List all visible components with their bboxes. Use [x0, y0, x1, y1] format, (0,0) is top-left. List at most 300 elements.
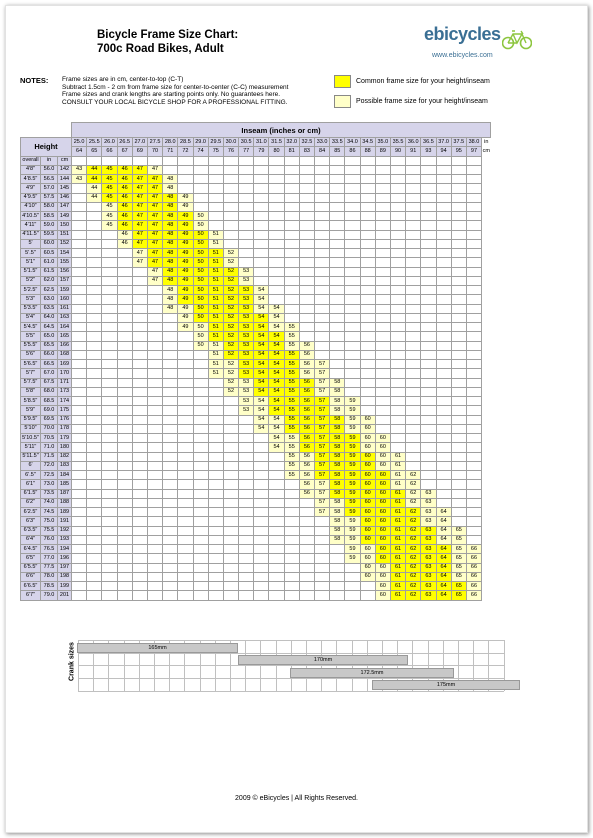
height-in: 77.0	[41, 554, 58, 563]
frame-size-cell: 60	[360, 554, 375, 563]
frame-size-cell: 50	[193, 239, 208, 248]
blank-cell	[72, 286, 87, 295]
blank-cell	[193, 156, 208, 165]
blank-cell	[345, 258, 360, 267]
blank-cell	[482, 461, 491, 470]
blank-cell	[223, 526, 238, 535]
blank-cell	[117, 369, 132, 378]
blank-cell	[436, 230, 451, 239]
blank-cell	[436, 424, 451, 433]
blank-cell	[132, 304, 147, 313]
height-cm: 173	[58, 387, 72, 396]
table-row	[21, 406, 491, 415]
blank-cell	[269, 212, 284, 221]
blank-cell	[451, 387, 466, 396]
table-row	[21, 165, 491, 174]
frame-size-cell: 50	[193, 332, 208, 341]
height-cm: 168	[58, 350, 72, 359]
blank-cell	[87, 406, 102, 415]
blank-cell	[102, 508, 117, 517]
frame-size-cell: 59	[345, 545, 360, 554]
blank-cell	[178, 165, 193, 174]
frame-size-cell: 56	[299, 489, 314, 498]
frame-size-cell: 61	[390, 489, 405, 498]
frame-size-cell: 59	[345, 517, 360, 526]
frame-size-cell: 61	[390, 545, 405, 554]
frame-size-cell: 47	[147, 184, 162, 193]
height-cm: 198	[58, 572, 72, 581]
frame-size-cell: 50	[193, 286, 208, 295]
frame-size-cell: 59	[345, 471, 360, 480]
blank-cell	[284, 156, 299, 165]
blank-cell	[345, 295, 360, 304]
blank-cell	[451, 258, 466, 267]
blank-cell	[193, 424, 208, 433]
frame-size-cell: 53	[239, 387, 254, 396]
blank-cell	[269, 545, 284, 554]
blank-cell	[315, 156, 330, 165]
frame-size-cell: 52	[223, 332, 238, 341]
blank-cell	[451, 397, 466, 406]
frame-size-cell: 47	[147, 165, 162, 174]
blank-cell	[421, 378, 436, 387]
blank-cell	[254, 258, 269, 267]
blank-cell	[72, 517, 87, 526]
blank-cell	[482, 341, 491, 350]
blank-cell	[466, 434, 481, 443]
frame-size-cell: 62	[406, 582, 421, 591]
blank-cell	[421, 323, 436, 332]
height-title: Height	[21, 138, 72, 157]
blank-cell	[87, 267, 102, 276]
inseam-cm-header: 81	[284, 147, 299, 156]
blank-cell	[147, 508, 162, 517]
inseam-title-row	[21, 123, 491, 138]
blank-cell	[72, 535, 87, 544]
blank-cell	[208, 406, 223, 415]
frame-size-cell: 47	[147, 258, 162, 267]
frame-size-cell: 61	[390, 563, 405, 572]
blank-cell	[254, 443, 269, 452]
blank-cell	[87, 313, 102, 322]
blank-cell	[239, 415, 254, 424]
blank-cell	[299, 202, 314, 211]
blank-cell	[239, 452, 254, 461]
blank-cell	[193, 508, 208, 517]
frame-size-cell: 57	[315, 508, 330, 517]
blank-cell	[375, 341, 390, 350]
unit-in-label: in	[484, 138, 489, 145]
blank-cell	[360, 175, 375, 184]
blank-cell	[193, 369, 208, 378]
height-cm: 180	[58, 443, 72, 452]
blank-cell	[345, 267, 360, 276]
frame-size-cell: 49	[178, 276, 193, 285]
height-overall: 5'8.5"	[21, 397, 41, 406]
blank-cell	[239, 193, 254, 202]
blank-cell	[421, 295, 436, 304]
blank-cell	[72, 276, 87, 285]
crank-grid-line	[78, 691, 504, 692]
blank-cell	[360, 165, 375, 174]
blank-cell	[163, 378, 178, 387]
blank-cell	[421, 387, 436, 396]
blank-cell	[254, 535, 269, 544]
frame-size-cell: 44	[87, 165, 102, 174]
blank-cell	[239, 535, 254, 544]
frame-size-cell: 58	[330, 471, 345, 480]
frame-size-cell: 65	[451, 563, 466, 572]
blank-cell	[421, 341, 436, 350]
blank-cell	[72, 572, 87, 581]
blank-cell	[117, 397, 132, 406]
frame-size-cell: 65	[451, 554, 466, 563]
blank-cell	[436, 156, 451, 165]
blank-cell	[466, 489, 481, 498]
frame-size-cell: 47	[147, 230, 162, 239]
blank-cell	[466, 360, 481, 369]
blank-cell	[178, 424, 193, 433]
blank-cell	[72, 434, 87, 443]
blank-cell	[147, 526, 162, 535]
blank-cell	[239, 591, 254, 600]
blank-cell	[299, 230, 314, 239]
height-overall: 5'5"	[21, 332, 41, 341]
blank-cell	[208, 554, 223, 563]
blank-cell	[208, 452, 223, 461]
blank-cell	[178, 535, 193, 544]
blank-cell	[87, 443, 102, 452]
frame-size-cell: 62	[406, 526, 421, 535]
blank-cell	[163, 591, 178, 600]
blank-cell	[117, 267, 132, 276]
blank-cell	[421, 193, 436, 202]
blank-cell	[102, 276, 117, 285]
blank-cell	[299, 554, 314, 563]
blank-cell	[375, 221, 390, 230]
height-overall: 5'6.5"	[21, 360, 41, 369]
blank-cell	[375, 295, 390, 304]
blank-cell	[421, 258, 436, 267]
table-row	[21, 378, 491, 387]
blank-cell	[482, 591, 491, 600]
blank-cell	[72, 369, 87, 378]
frame-size-cell: 54	[269, 350, 284, 359]
blank-cell	[269, 572, 284, 581]
blank-cell	[330, 276, 345, 285]
blank-cell	[406, 461, 421, 470]
blank-cell	[178, 332, 193, 341]
blank-cell	[163, 480, 178, 489]
blank-cell	[178, 591, 193, 600]
blank-cell	[239, 221, 254, 230]
frame-size-cell: 49	[178, 258, 193, 267]
frame-size-cell: 45	[102, 193, 117, 202]
frame-size-cell: 50	[193, 323, 208, 332]
height-in: 73.0	[41, 480, 58, 489]
blank-cell	[72, 415, 87, 424]
blank-cell	[390, 369, 405, 378]
blank-cell	[360, 193, 375, 202]
frame-size-cell: 64	[436, 535, 451, 544]
blank-cell	[102, 323, 117, 332]
blank-cell	[451, 406, 466, 415]
blank-cell	[406, 415, 421, 424]
blank-cell	[239, 424, 254, 433]
blank-cell	[254, 582, 269, 591]
frame-size-cell: 60	[375, 591, 390, 600]
blank-cell	[193, 526, 208, 535]
frame-size-cell: 54	[269, 313, 284, 322]
blank-cell	[390, 406, 405, 415]
blank-cell	[178, 489, 193, 498]
blank-cell	[330, 286, 345, 295]
frame-size-cell: 49	[178, 230, 193, 239]
frame-size-cell: 48	[163, 286, 178, 295]
height-in: 66.5	[41, 360, 58, 369]
crank-grid-line	[78, 665, 504, 666]
frame-size-cell: 57	[315, 434, 330, 443]
height-overall: 4'10"	[21, 202, 41, 211]
blank-cell	[299, 184, 314, 193]
blank-cell	[482, 156, 491, 165]
frame-size-cell: 61	[390, 452, 405, 461]
blank-cell	[421, 397, 436, 406]
blank-cell	[390, 397, 405, 406]
unit-cm-label: cm	[482, 147, 490, 154]
blank-cell	[72, 397, 87, 406]
blank-cell	[315, 230, 330, 239]
frame-size-cell: 52	[223, 276, 238, 285]
blank-cell	[223, 424, 238, 433]
blank-cell	[269, 239, 284, 248]
blank-cell	[330, 295, 345, 304]
blank-cell	[223, 582, 238, 591]
ebicycles-logo[interactable]	[424, 24, 534, 64]
blank-cell	[72, 156, 87, 165]
blank-cell	[436, 202, 451, 211]
blank-cell	[254, 434, 269, 443]
frame-size-cell: 54	[254, 360, 269, 369]
frame-size-cell: 54	[254, 369, 269, 378]
blank-cell	[451, 304, 466, 313]
height-overall: 5'	[21, 239, 41, 248]
frame-size-cell: 63	[421, 526, 436, 535]
height-in: 65.0	[41, 332, 58, 341]
height-in: 62.0	[41, 276, 58, 285]
blank-cell	[87, 535, 102, 544]
blank-cell	[284, 498, 299, 507]
frame-size-cell: 48	[163, 212, 178, 221]
blank-cell	[284, 480, 299, 489]
inseam-inch-header: 36.5	[421, 138, 436, 147]
blank-cell	[345, 184, 360, 193]
blank-cell	[163, 387, 178, 396]
height-in: 68.5	[41, 397, 58, 406]
inseam-inch-header: 31.5	[269, 138, 284, 147]
blank-cell	[436, 193, 451, 202]
frame-size-cell: 48	[163, 193, 178, 202]
frame-size-cell: 65	[451, 526, 466, 535]
frame-size-cell: 47	[147, 249, 162, 258]
inseam-inch-header: 29.5	[208, 138, 223, 147]
blank-cell	[466, 304, 481, 313]
blank-cell	[163, 545, 178, 554]
table-row	[21, 313, 491, 322]
blank-cell	[223, 452, 238, 461]
blank-cell	[466, 387, 481, 396]
blank-cell	[193, 165, 208, 174]
blank-cell	[436, 480, 451, 489]
blank-cell	[163, 535, 178, 544]
blank-cell	[390, 184, 405, 193]
frame-size-cell: 61	[390, 591, 405, 600]
frame-size-cell: 54	[254, 415, 269, 424]
legend-possible-label: Possible frame size for your height/inseam	[356, 98, 488, 105]
blank-cell	[345, 175, 360, 184]
height-in: 78.0	[41, 572, 58, 581]
blank-cell	[178, 517, 193, 526]
blank-cell	[269, 184, 284, 193]
blank-cell	[482, 212, 491, 221]
height-overall: 6'6.5"	[21, 582, 41, 591]
frame-size-cell: 57	[315, 378, 330, 387]
blank-cell	[223, 175, 238, 184]
blank-cell	[208, 471, 223, 480]
frame-size-cell: 57	[315, 480, 330, 489]
height-in: 73.5	[41, 489, 58, 498]
blank-cell	[239, 545, 254, 554]
inseam-inch-header: 26.0	[102, 138, 117, 147]
blank-cell	[466, 267, 481, 276]
height-cm: 196	[58, 554, 72, 563]
blank-cell	[102, 424, 117, 433]
blank-cell	[466, 461, 481, 470]
blank-cell	[132, 545, 147, 554]
frame-size-cell: 47	[132, 193, 147, 202]
inseam-cm-header: 70	[147, 147, 162, 156]
blank-cell	[269, 498, 284, 507]
blank-cell	[315, 332, 330, 341]
frame-size-cell: 47	[147, 221, 162, 230]
blank-cell	[375, 239, 390, 248]
blank-cell	[72, 212, 87, 221]
frame-size-cell: 47	[147, 175, 162, 184]
height-cm: 171	[58, 378, 72, 387]
blank-cell	[178, 350, 193, 359]
blank-cell	[72, 563, 87, 572]
table-row	[21, 517, 491, 526]
blank-cell	[208, 221, 223, 230]
blank-cell	[436, 350, 451, 359]
height-cm: 187	[58, 489, 72, 498]
frame-size-cell: 55	[284, 415, 299, 424]
inseam-inch-header: 25.5	[87, 138, 102, 147]
frame-size-cell: 64	[436, 545, 451, 554]
table-row	[21, 434, 491, 443]
blank-cell	[117, 360, 132, 369]
table-row	[21, 526, 491, 535]
blank-cell	[72, 545, 87, 554]
frame-size-cell: 57	[315, 452, 330, 461]
frame-size-cell: 61	[390, 471, 405, 480]
blank-cell	[102, 249, 117, 258]
blank-cell	[72, 406, 87, 415]
frame-size-cell: 46	[117, 221, 132, 230]
height-overall: 6'3"	[21, 517, 41, 526]
frame-size-cell: 60	[360, 424, 375, 433]
blank-cell	[72, 489, 87, 498]
blank-cell	[466, 406, 481, 415]
blank-cell	[87, 498, 102, 507]
blank-cell	[406, 286, 421, 295]
blank-cell	[466, 415, 481, 424]
blank-cell	[269, 452, 284, 461]
blank-cell	[284, 526, 299, 535]
blank-cell	[466, 452, 481, 461]
note-line: Frame sizes are in cm, center-to-top (C-T)	[62, 76, 184, 83]
notes-label: NOTES:	[20, 76, 49, 85]
blank-cell	[482, 313, 491, 322]
frame-size-cell: 47	[147, 193, 162, 202]
blank-cell	[299, 156, 314, 165]
crank-sizes-label: Crank sizes	[68, 642, 76, 681]
height-in: 56.0	[41, 165, 58, 174]
blank-cell	[421, 332, 436, 341]
blank-cell	[482, 249, 491, 258]
blank-cell	[239, 563, 254, 572]
blank-cell	[299, 304, 314, 313]
blank-cell	[87, 286, 102, 295]
frame-size-cell: 53	[239, 267, 254, 276]
blank-cell	[436, 415, 451, 424]
frame-size-cell: 54	[269, 360, 284, 369]
blank-cell	[223, 563, 238, 572]
blank-cell	[330, 369, 345, 378]
blank-cell	[87, 369, 102, 378]
frame-size-cell: 47	[132, 221, 147, 230]
blank-cell	[239, 554, 254, 563]
frame-size-cell: 44	[87, 193, 102, 202]
blank-cell	[223, 193, 238, 202]
blank-cell	[421, 369, 436, 378]
blank-cell	[254, 489, 269, 498]
blank-cell	[163, 165, 178, 174]
blank-cell	[178, 572, 193, 581]
blank-cell	[239, 508, 254, 517]
blank-cell	[163, 452, 178, 461]
frame-size-cell: 59	[345, 535, 360, 544]
height-in: 64.5	[41, 323, 58, 332]
frame-size-cell: 51	[208, 313, 223, 322]
height-overall: 4'11"	[21, 221, 41, 230]
height-in: 76.5	[41, 545, 58, 554]
height-overall: 5'4"	[21, 313, 41, 322]
blank-cell	[330, 175, 345, 184]
blank-cell	[482, 221, 491, 230]
blank-cell	[436, 295, 451, 304]
table-row	[21, 443, 491, 452]
blank-cell	[482, 267, 491, 276]
frame-size-cell: 52	[223, 378, 238, 387]
blank-cell	[421, 424, 436, 433]
frame-size-cell: 60	[360, 572, 375, 581]
blank-cell	[208, 517, 223, 526]
blank-cell	[436, 369, 451, 378]
blank-cell	[269, 591, 284, 600]
frame-size-cell: 54	[269, 443, 284, 452]
blank-cell	[330, 304, 345, 313]
